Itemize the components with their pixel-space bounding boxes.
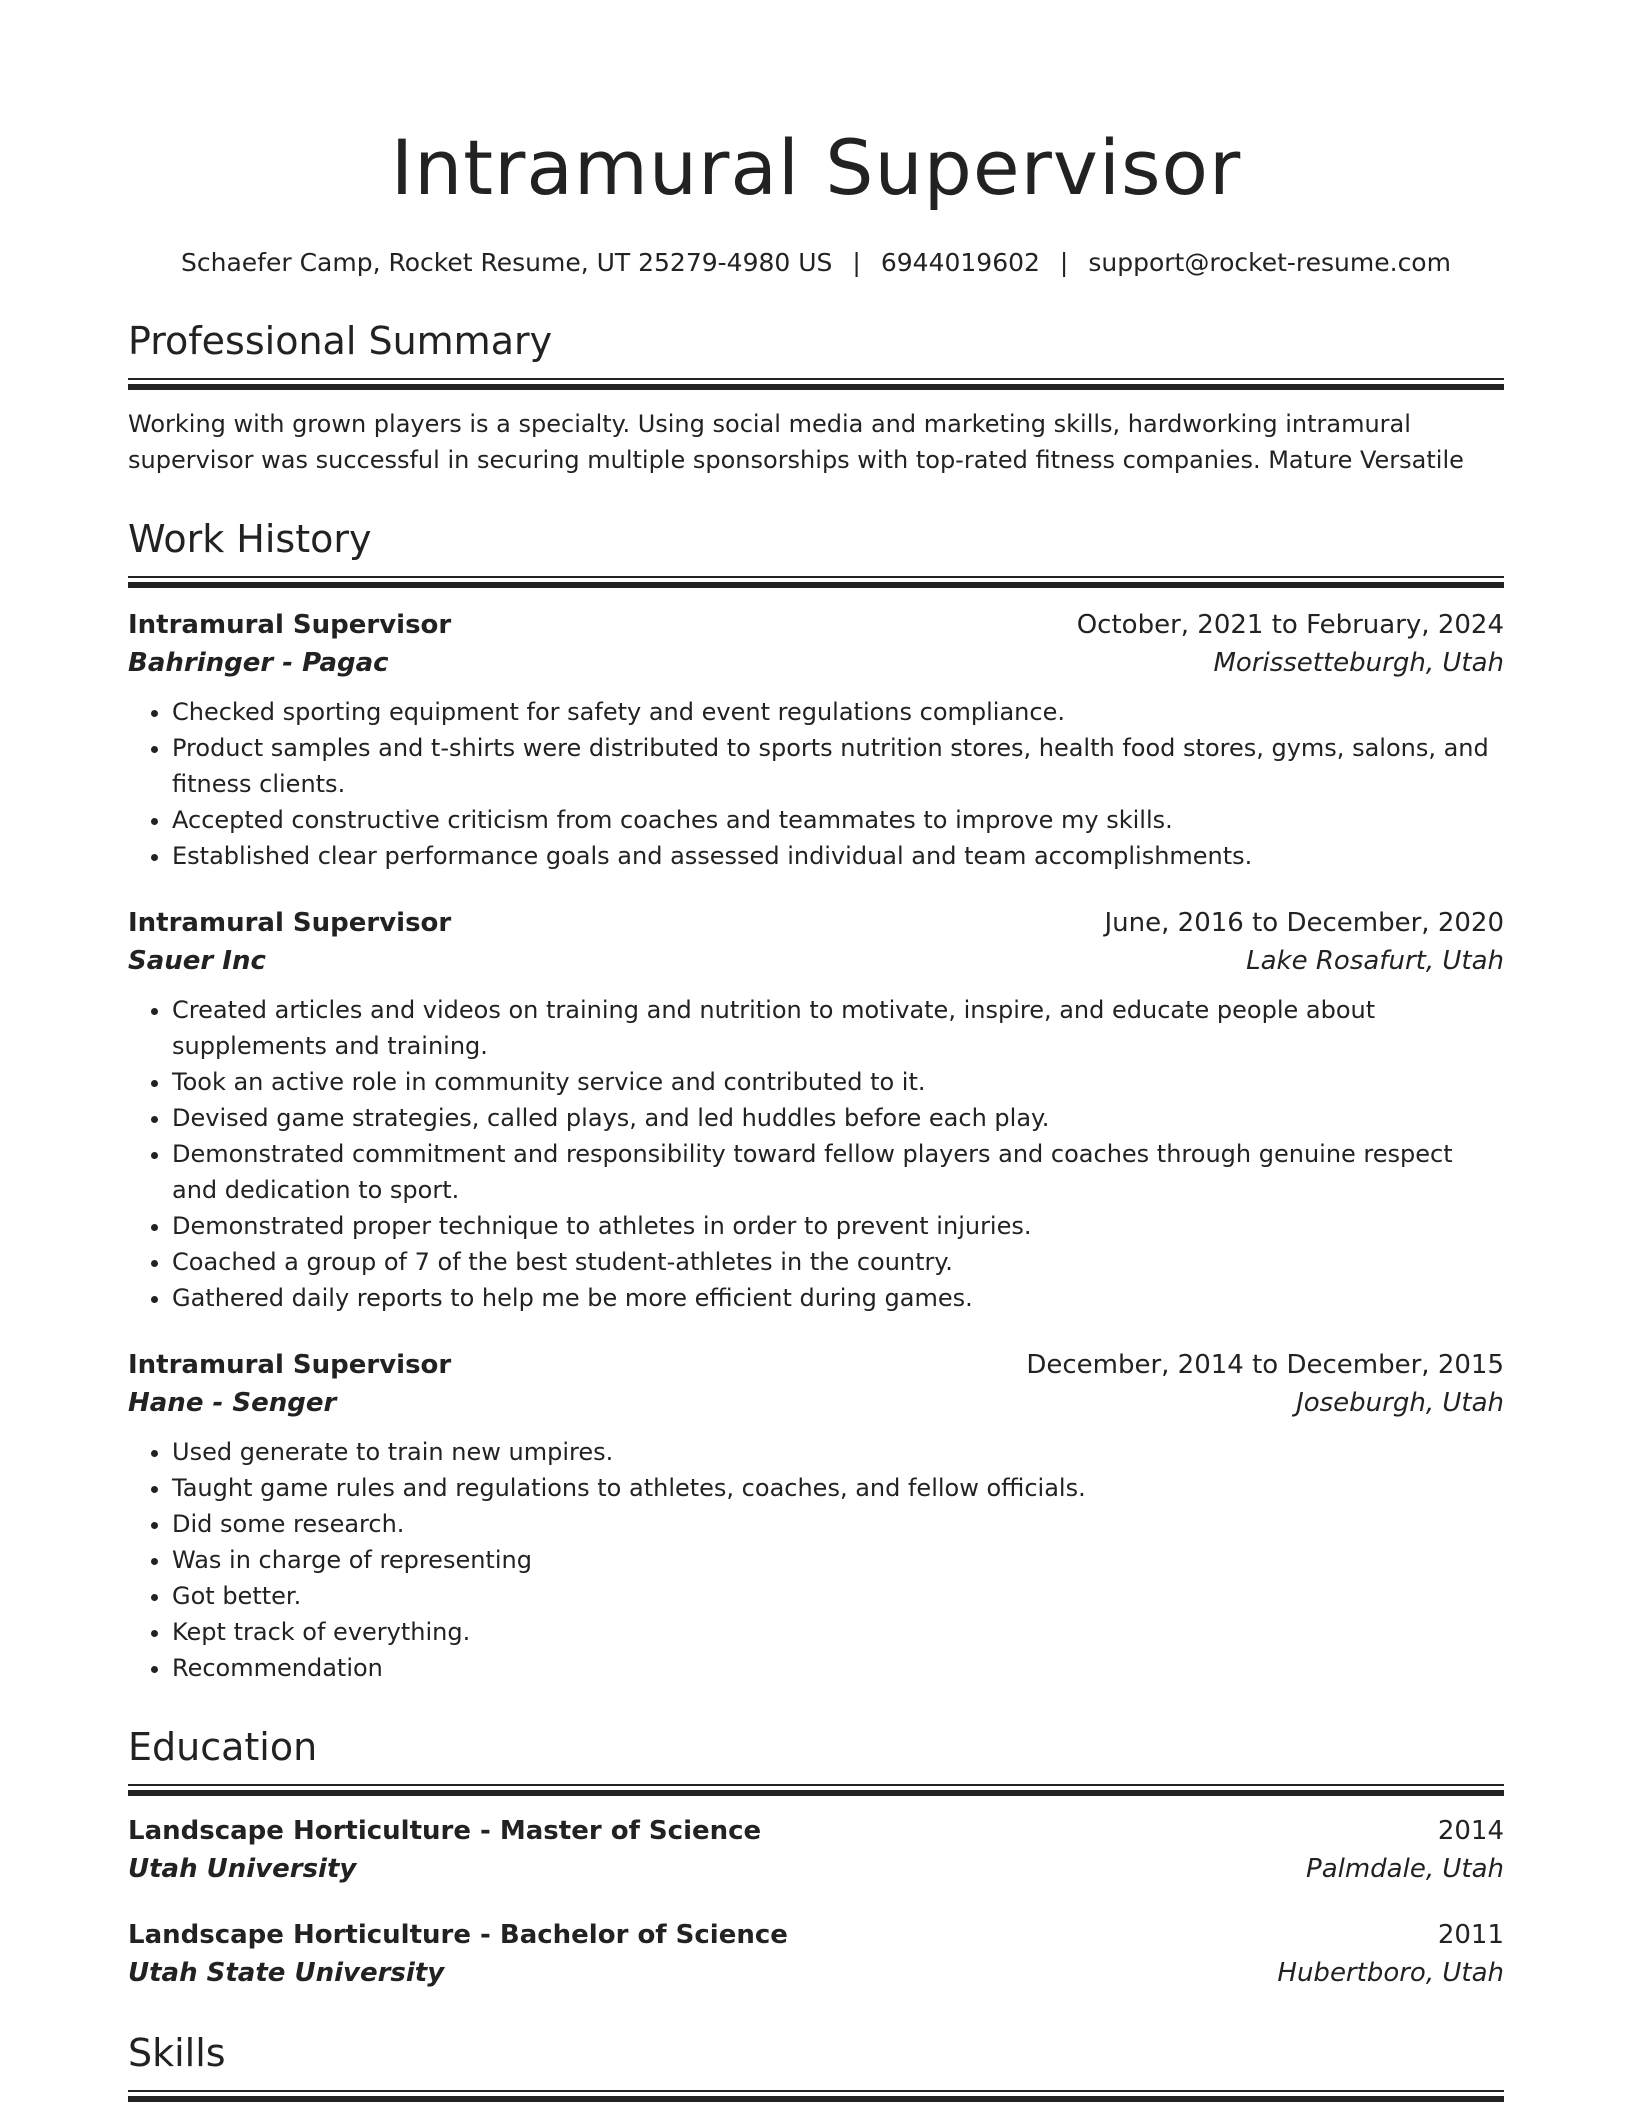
job-bullet: • Demonstrated commitment and responsibility toward fellow players and coaches through genuine respect and dedication to sport. <box>172 1136 1504 1208</box>
job-bullets <box>128 1434 1504 1686</box>
section-divider <box>128 378 1504 390</box>
job-dates: October, 2021 to February, 2024 <box>1076 610 1504 640</box>
job-dates: June, 2016 to December, 2020 <box>1104 908 1504 938</box>
job-location: Morissetteburgh, Utah <box>1213 648 1504 678</box>
job-role: Intramural Supervisor <box>128 1350 452 1380</box>
job-bullet: • Established clear performance goals and assessed individual and team accomplishments. <box>172 838 1504 874</box>
contact-address: Schaefer Camp, Rocket Resume, UT 25279-4980 US <box>181 248 833 277</box>
job-bullet: • Devised game strategies, called plays, and led huddles before each play. <box>172 1100 1504 1136</box>
skills-heading: Skills <box>128 2031 226 2075</box>
job-entry <box>128 904 1504 1316</box>
resume-title: Intramural Supervisor <box>390 123 1242 212</box>
work-history-heading: Work History <box>128 517 372 561</box>
job-bullet: • Coached a group of 7 of the best student-athletes in the country. <box>172 1244 1504 1280</box>
job-bullet: • Took an active role in community service and contributed to it. <box>172 1064 1504 1100</box>
education-school: Utah State University <box>128 1958 445 1988</box>
education-entry <box>128 1812 1504 1888</box>
job-role: Intramural Supervisor <box>128 610 452 640</box>
job-bullet: • Accepted constructive criticism from coaches and teammates to improve my skills. <box>172 802 1504 838</box>
job-bullet: • Kept track of everything. <box>172 1614 1504 1650</box>
job-bullet: • Was in charge of representing <box>172 1542 1504 1578</box>
job-entry <box>128 606 1504 874</box>
job-bullet: • Gathered daily reports to help me be more efficient during games. <box>172 1280 1504 1316</box>
summary-text: Working with grown players is a specialty. Using social media and marketing skills, hardworking intramural supervisor was successful in securing multiple sponsorships with top-rated fitness companies. Mature Versatile <box>128 410 1464 474</box>
job-bullets <box>128 992 1504 1316</box>
job-bullet: • Product samples and t-shirts were distributed to sports nutrition stores, health food stores, gyms, salons, and fitness clients. <box>172 730 1504 802</box>
job-role: Intramural Supervisor <box>128 908 452 938</box>
job-location: Joseburgh, Utah <box>1296 1388 1504 1418</box>
education-location: Hubertboro, Utah <box>1277 1958 1504 1988</box>
job-bullet: • Used generate to train new umpires. <box>172 1434 1504 1470</box>
job-bullets <box>128 694 1504 874</box>
education-year: 2014 <box>1437 1816 1504 1846</box>
education-degree: Landscape Horticulture - Bachelor of Science <box>128 1920 788 1950</box>
job-bullet: • Got better. <box>172 1578 1504 1614</box>
education-heading: Education <box>128 1725 318 1769</box>
job-bullet: • Created articles and videos on training and nutrition to motivate, inspire, and educate people about supplements and training. <box>172 992 1504 1064</box>
education-degree: Landscape Horticulture - Master of Science <box>128 1816 762 1846</box>
summary-heading: Professional Summary <box>128 319 553 363</box>
job-dates: December, 2014 to December, 2015 <box>1026 1350 1504 1380</box>
education-location: Palmdale, Utah <box>1306 1854 1504 1884</box>
job-bullet: • Checked sporting equipment for safety and event regulations compliance. <box>172 694 1504 730</box>
job-bullet: • Did some research. <box>172 1506 1504 1542</box>
contact-separator: | <box>852 248 861 277</box>
section-divider <box>128 1784 1504 1796</box>
section-divider <box>128 576 1504 588</box>
job-location: Lake Rosafurt, Utah <box>1246 946 1504 976</box>
education-year: 2011 <box>1437 1920 1504 1950</box>
job-company: Sauer Inc <box>128 946 266 976</box>
education-entry <box>128 1916 1504 1992</box>
education-school: Utah University <box>128 1854 357 1884</box>
job-company: Bahringer - Pagac <box>128 648 389 678</box>
job-bullet: • Demonstrated proper technique to athletes in order to prevent injuries. <box>172 1208 1504 1244</box>
contact-separator: | <box>1059 248 1069 277</box>
contact-email: support@rocket-resume.com <box>1088 248 1451 277</box>
contact-line <box>128 246 1504 280</box>
job-entry <box>128 1346 1504 1686</box>
job-bullet: • Taught game rules and regulations to athletes, coaches, and fellow officials. <box>172 1470 1504 1506</box>
contact-phone: 6944019602 <box>880 248 1040 277</box>
job-bullet: • Recommendation <box>172 1650 1504 1686</box>
job-company: Hane - Senger <box>128 1388 337 1418</box>
section-divider <box>128 2090 1504 2102</box>
